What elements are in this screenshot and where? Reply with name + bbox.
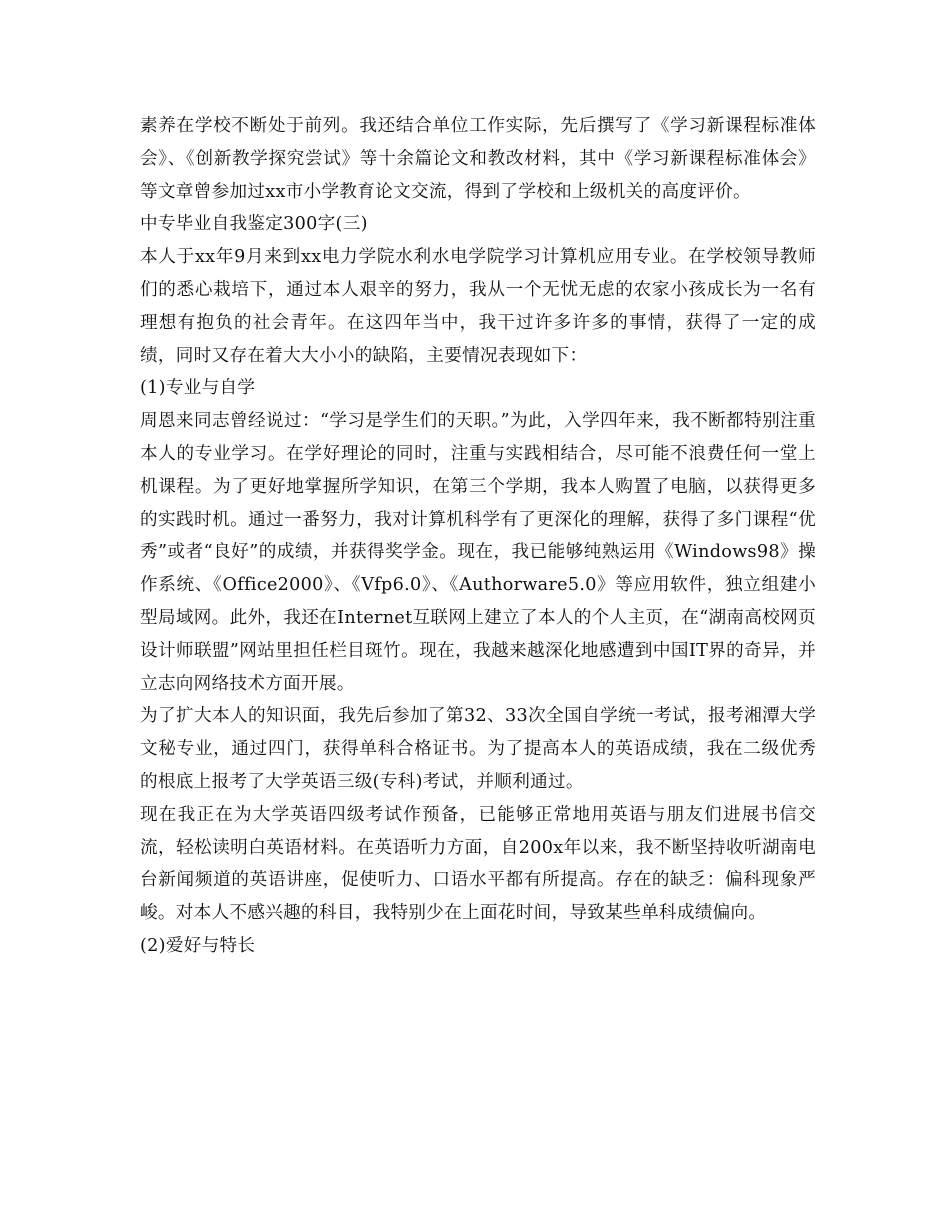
paragraph-professional-study: 周恩来同志曾经说过：“学习是学生们的天职。”为此，入学四年来，我不断都特别注重本人的专业学习。在学好理论的同时，注重与实践相结合，尽可能不浪费任何一堂上机课程。为了更好地掌握所学知识，在第三个学期，我本人购置了电脑，以获得更多的实践时机。通过一番努力，我对计算机科学有了更深化的理解，获得了多门课程“优秀”或者“良好”的成绩，并获得奖学金。现在，我已能够纯熟运用《Windows98》操作系统、《Office2000》、《Vfp6.0》、《Authorware5.0》等应用软件，独立组建小型局域网。此外，我还在Internet互联网上建立了本人的个人主页，在“湖南高校网页设计师联盟”网站里担任栏目斑竹。现在，我越来越深化地感遭到中国IT界的奇异，并立志向网络技术方面开展。 (140, 411, 816, 694)
section-heading-self-evaluation-3: 中专毕业自我鉴定300字(三) (140, 214, 368, 235)
subheading-hobbies-and-strengths: (2)爱好与特长 (140, 935, 256, 956)
paragraph-english-study: 现在我正在为大学英语四级考试作预备，已能够正常地用英语与朋友们进展书信交流，轻松读明白英语材料。在英语听力方面，自200x年以来，我不断坚持收听湖南电台新闻频道的英语讲座，促使听力、口语水平都有所提高。存在的缺乏：偏科现象严峻。对本人不感兴趣的科目，我特别少在上面花时间，导致某些单科成绩偏向。 (140, 804, 816, 924)
paragraph-introduction: 本人于xx年9月来到xx电力学院水利水电学院学习计算机应用专业。在学校领导教师们的悉心栽培下，通过本人艰辛的努力，我从一个无忧无虑的农家小孩成长为一名有理想有抱负的社会青年。在这四年当中，我干过许多许多的事情，获得了一定的成绩，同时又存在着大大小小的缺陷，主要情况表现如下： (140, 247, 816, 366)
paragraph-essay-continuation: 素养在学校不断处于前列。我还结合单位工作实际，先后撰写了《学习新课程标准体会》、《创新教学探究尝试》等十余篇论文和教改材料，其中《学习新课程标准体会》等文章曾参加过xx市小学教育论文交流，得到了学校和上级机关的高度评价。 (140, 116, 816, 202)
paragraph-self-exam: 为了扩大本人的知识面，我先后参加了第32、33次全国自学统一考试，报考湘潭大学文秘专业，通过四门，获得单科合格证书。为了提高本人的英语成绩，我在二级优秀的根底上报考了大学英语三级(专科)考试，并顺利通过。 (140, 706, 816, 792)
subheading-major-and-self-study: (1)专业与自学 (140, 378, 256, 399)
document-body (140, 110, 816, 963)
